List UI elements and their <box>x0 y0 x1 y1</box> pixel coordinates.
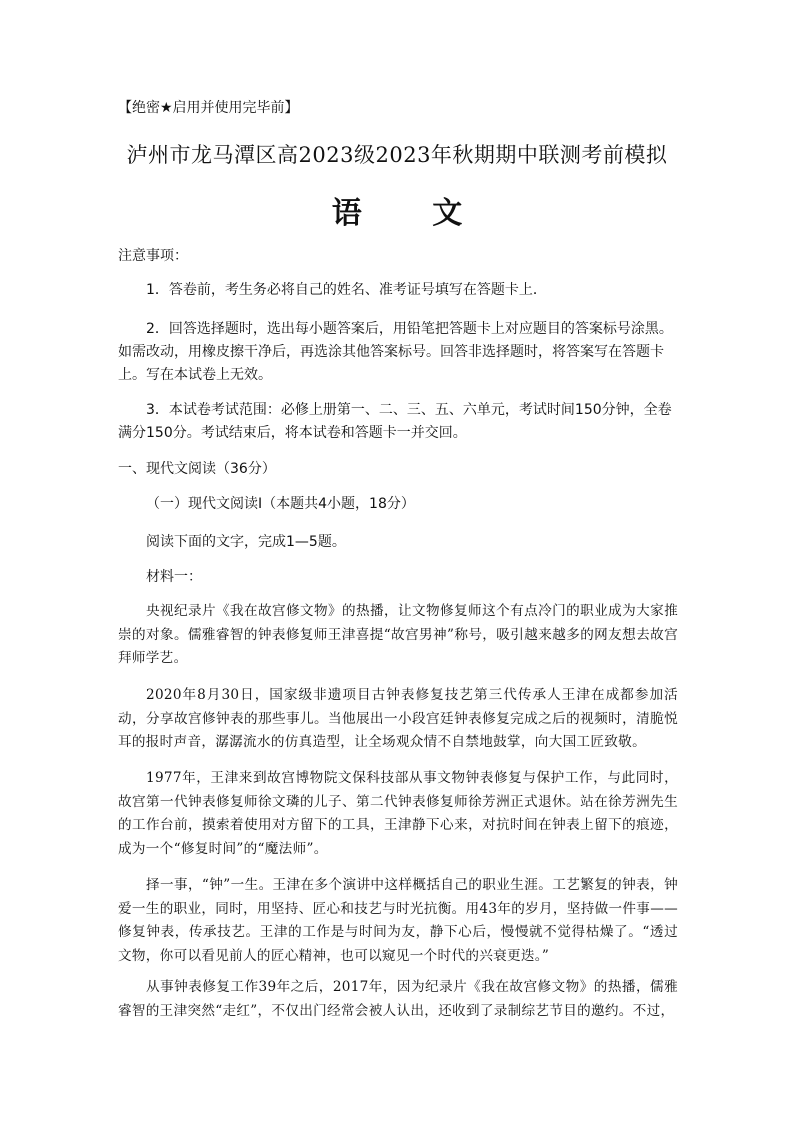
passage-paragraph-1: 央视纪录片《我在故宫修文物》的热播，让文物修复师这个有点冷门的职业成为大家推崇的对象。儒雅睿智的钟表修复师王津喜提“故宫男神”称号，吸引越来越多的网友想去故宫拜师学艺。 <box>118 603 678 666</box>
subject-title: 语 文 <box>331 196 493 231</box>
passage-paragraph-2: 2020年8月30日，国家级非遗项目古钟表修复技艺第三代传承人王津在成都参加活动，分享故宫修钟表的那些事儿。当他展出一小段宫廷钟表修复完成之后的视频时，清脆悦耳的报时声音，潺潺流水的仿真造型，让全场观众情不自禁地鼓掌，向大国工匠致敬。 <box>118 687 678 750</box>
section-heading: 一、现代文阅读（36分） <box>118 461 276 477</box>
passage-paragraph-5: 从事钟表修复工作39年之后，2017年，因为纪录片《我在故宫修文物》的热播，儒雅睿智的王津突然“走红”，不仅出门经常会被人认出，还收到了录制综艺节目的邀约。不过， <box>118 979 678 1019</box>
passage-paragraph-3: 1977年，王津来到故宫博物院文保科技部从事文物钟表修复与保护工作，与此同时，故宫第一代钟表修复师徐文璘的儿子、第二代钟表修复师徐芳洲正式退休。站在徐芳洲先生的工作台前，摸索着使用对方留下的工具，王津静下心来，对抗时间在钟表上留下的痕迹，成为一个“修复时间”的“魔法师”。 <box>118 770 678 857</box>
passage-paragraph-4: 择一事，“钟”一生。王津在多个演讲中这样概括自己的职业生涯。工艺繁复的钟表，钟爱一生的职业，同时，用坚持、匠心和技艺与时光抗衡。用43年的岁月，坚持做一件事——修复钟表，传承技艺。王津的工作是与时间为友，静下心后，慢慢就不觉得枯燥了。“透过文物，你可以看见前人的匠心精神，也可以窥见一个时代的兴衰更迭。” <box>118 877 678 964</box>
notice-item-1: 1．答卷前，考生务必将自己的姓名、准考证号填写在答题卡上． <box>146 282 547 298</box>
notice-heading: 注意事项： <box>118 248 188 264</box>
material-label: 材料一： <box>146 569 202 585</box>
notice-item-3: 3．本试卷考试范围：必修上册第一、二、三、五、六单元，考试时间150分钟，全卷满分150分。考试结束后，将本试卷和答题卡一并交回。 <box>118 402 672 441</box>
reading-instruction: 阅读下面的文字，完成1—5题。 <box>146 534 346 550</box>
notice-item-2: 2．回答选择题时，选出每小题答案后，用铅笔把答题卡上对应题目的答案标号涂黑。如需改动，用橡皮擦干净后，再选涂其他答案标号。回答非选择题时，将答案写在答题卡上。写在本试卷上无效。 <box>118 321 673 383</box>
page-title: 泸州市龙马潭区高2023级2023年秋期期中联测考前模拟 <box>126 143 668 167</box>
subsection-heading: （一）现代文阅读Ⅰ（本题共4小题，18分） <box>146 496 415 512</box>
confidential-tag: 【绝密★启用并使用完毕前】 <box>118 100 299 116</box>
